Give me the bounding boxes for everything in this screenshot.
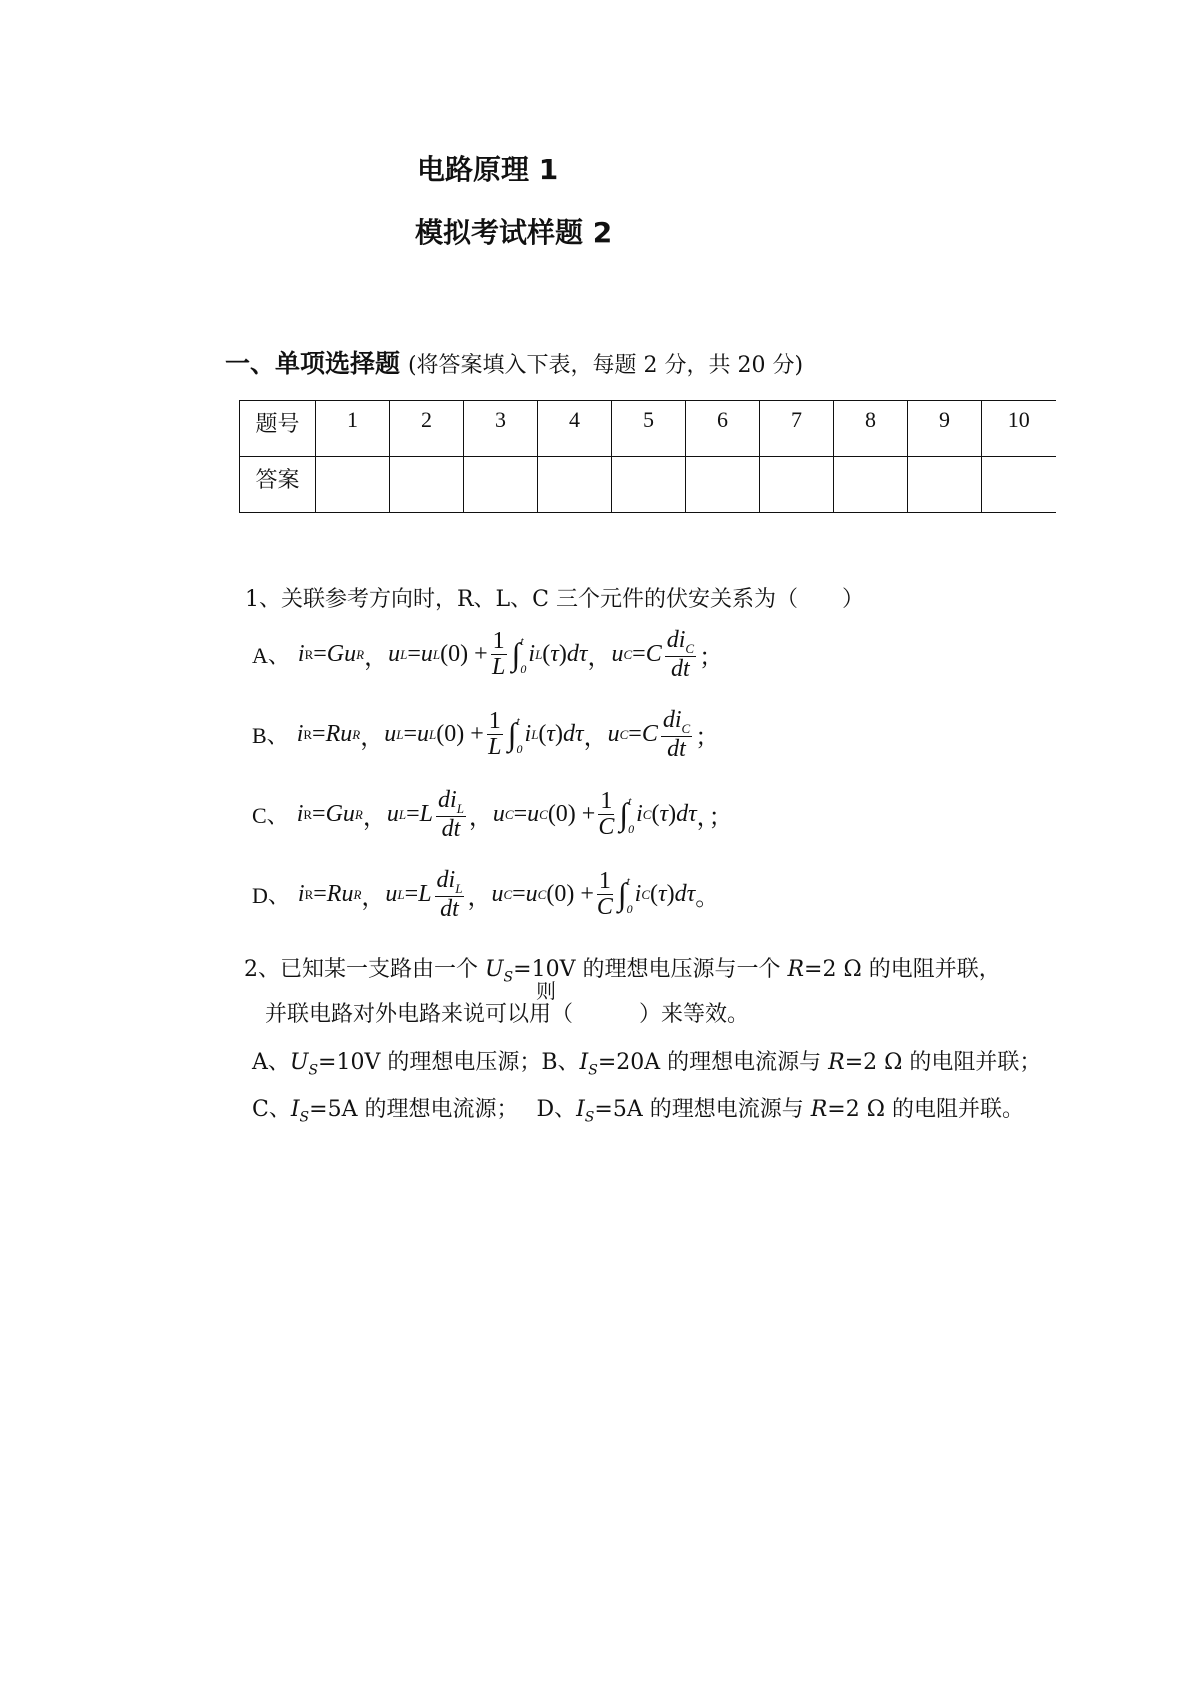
- math-variable: u: [607, 721, 620, 748]
- section-note: (将答案填入下表，每题 2 分，共 20 分): [407, 353, 804, 378]
- math-text: 1: [600, 788, 613, 815]
- question-number-cell: 9: [908, 401, 982, 457]
- upper-limit: t: [628, 793, 632, 808]
- math-variable: u: [491, 881, 504, 908]
- question-number-cell: 2: [390, 401, 464, 457]
- question-1-option: [252, 708, 719, 762]
- fraction-denominator: [598, 815, 614, 840]
- math-variable: i: [297, 641, 305, 668]
- math-variable: dt: [671, 655, 690, 682]
- subscript: S: [503, 969, 514, 986]
- math-text: =: [313, 641, 327, 668]
- math-subscript: L: [455, 881, 463, 896]
- math-fraction: [436, 788, 466, 842]
- subscript: S: [299, 1109, 310, 1126]
- math-variable: L: [419, 801, 434, 828]
- math-variable: di: [438, 787, 457, 813]
- math-fraction: [665, 628, 696, 682]
- math-variable: u: [611, 641, 624, 668]
- fraction-numerator: [597, 869, 613, 895]
- math-variable: u: [527, 801, 540, 828]
- math-subscript: C: [503, 886, 513, 902]
- math-variable: dτ: [674, 881, 696, 908]
- math-variable: i: [636, 801, 643, 828]
- subscript: S: [584, 1109, 595, 1126]
- fraction-numerator: [435, 868, 465, 897]
- math-text: (0) +: [547, 801, 596, 828]
- question-2-overlay-text: 则: [536, 979, 556, 1003]
- math-variable: C: [596, 894, 613, 921]
- math-variable: C: [645, 641, 662, 668]
- math-text: ，: [587, 645, 612, 672]
- math-subscript: R: [352, 726, 361, 742]
- math-variable: u: [492, 801, 505, 828]
- math-variable: L: [488, 734, 502, 761]
- math-text: 1: [598, 868, 611, 895]
- math-variable: dτ: [566, 641, 588, 668]
- math-text: =: [313, 881, 327, 908]
- lower-limit: 0: [628, 821, 635, 836]
- answer-cell[interactable]: [834, 457, 908, 513]
- answer-cell[interactable]: [908, 457, 982, 513]
- fraction-denominator: [492, 655, 505, 680]
- math-variable: dτ: [563, 721, 584, 748]
- math-variable: dt: [440, 895, 459, 922]
- math-variable: u: [388, 641, 401, 668]
- math-subscript: C: [504, 806, 514, 822]
- fraction-denominator: [667, 737, 686, 762]
- integral-limits: [628, 795, 634, 835]
- math-variable: τ: [550, 641, 559, 668]
- math-variable: C: [641, 721, 658, 748]
- fraction-numerator: [661, 708, 692, 737]
- math-fraction: [487, 709, 503, 760]
- math-subscript: L: [535, 646, 543, 662]
- number-row: [240, 401, 1056, 457]
- math-text: ): [558, 641, 567, 668]
- math-fraction: [597, 869, 613, 920]
- answer-cell[interactable]: [538, 457, 612, 513]
- question-1-option: [252, 788, 733, 842]
- math-text: =: [512, 881, 526, 908]
- math-text: ): [555, 721, 564, 748]
- answer-cell[interactable]: [612, 457, 686, 513]
- math-variable: Ru: [326, 881, 354, 908]
- row-label: 题号: [240, 401, 316, 457]
- upper-limit: t: [520, 633, 524, 648]
- document-subtitle: 模拟考试样题 2: [415, 216, 613, 249]
- variable: R: [810, 1097, 828, 1122]
- option-label: B、: [252, 723, 289, 749]
- math-variable: Ru: [325, 721, 353, 748]
- math-subscript: L: [456, 801, 464, 816]
- math-text: ，: [360, 725, 385, 752]
- fraction-denominator: [671, 657, 690, 682]
- document-title: 电路原理 1: [417, 153, 559, 186]
- math-variable: i: [296, 801, 304, 828]
- section-heading: [225, 344, 803, 380]
- math-variable: τ: [546, 721, 556, 748]
- row-label: 答案: [240, 457, 316, 513]
- subscript: S: [308, 1062, 319, 1079]
- variable: R: [828, 1050, 845, 1075]
- math-text: =: [312, 721, 326, 748]
- math-text: =: [628, 721, 642, 748]
- math-variable: τ: [658, 881, 667, 908]
- option-label: A、: [252, 643, 290, 669]
- math-text: 1: [488, 708, 501, 735]
- math-variable: u: [384, 721, 397, 748]
- fraction-denominator: [442, 817, 461, 842]
- math-text: ，: [583, 725, 608, 752]
- math-text: 。: [695, 885, 720, 912]
- math-subscript: R: [354, 806, 363, 822]
- subscript: S: [588, 1062, 598, 1079]
- math-text: ): [666, 881, 675, 908]
- question-2-line1: 2、已知某一支路由一个 $U_S=10V$ 的理想电压源与一个 R=2 Ω 的电阻并联，: [244, 957, 1001, 986]
- integral-glyph: ∫: [617, 876, 627, 913]
- lower-limit: 0: [520, 661, 527, 676]
- math-subscript: L: [398, 806, 407, 822]
- question-2-options-ab: A、$U_S=10V$ 的理想电压源；B、$I_S=20A$ 的理想电流源与 R=2 Ω 的电阻并联；: [252, 1050, 1042, 1079]
- question-1-option: [252, 868, 719, 922]
- math-subscript: C: [685, 641, 695, 656]
- math-fraction: [598, 789, 614, 840]
- section-title: 一、单项选择题: [225, 349, 401, 378]
- question-1-stem: 1、关联参考方向时，R、L、C 三个元件的伏安关系为（ ）: [245, 587, 864, 612]
- math-fraction: [435, 868, 465, 922]
- question-number-cell: 4: [538, 401, 612, 457]
- math-text: =: [513, 801, 528, 828]
- math-text: (0) +: [546, 881, 594, 908]
- answer-cell[interactable]: [760, 457, 834, 513]
- math-subscript: C: [539, 806, 548, 822]
- variable: U: [485, 957, 504, 982]
- math-text: =: [403, 721, 417, 748]
- question-number-cell: 8: [834, 401, 908, 457]
- math-subscript: L: [397, 886, 405, 902]
- math-text: (: [651, 801, 660, 828]
- math-subscript: R: [353, 886, 362, 902]
- math-variable: i: [296, 721, 304, 748]
- integral-limits: [627, 875, 633, 915]
- math-text: =: [406, 801, 420, 828]
- math-text: (: [538, 721, 547, 748]
- math-variable: i: [524, 721, 532, 748]
- question-2-options-cd: C、$I_S=5A$ 的理想电流源； D、$I_S=5A$ 的理想电流源与 R=2 Ω 的电阻并联。: [252, 1097, 1024, 1126]
- math-variable: u: [386, 801, 399, 828]
- math-subscript: L: [428, 726, 437, 742]
- math-subscript: C: [623, 646, 633, 662]
- integral-glyph: ∫: [619, 796, 629, 833]
- answer-cell[interactable]: [464, 457, 538, 513]
- answer-table: [239, 400, 1056, 513]
- upper-limit: t: [626, 873, 630, 888]
- math-text: ；: [695, 725, 720, 752]
- math-variable: u: [385, 881, 398, 908]
- option-label: D、: [252, 883, 290, 909]
- math-text: =: [312, 801, 326, 828]
- math-variable: u: [420, 641, 433, 668]
- question-2-line2: 并联电路对外电路来说可以用（ ）来等效。: [265, 1002, 750, 1027]
- math-variable: di: [662, 707, 682, 733]
- math-text: ，: [362, 805, 387, 832]
- math-subscript: C: [642, 806, 652, 822]
- integral-sign: [508, 715, 523, 755]
- math-variable: C: [598, 814, 615, 841]
- integral-limits: [517, 715, 523, 755]
- math-text: ，: [364, 645, 389, 672]
- integral-sign: [512, 635, 527, 675]
- fraction-denominator: [488, 735, 501, 760]
- math-subscript: R: [304, 886, 314, 902]
- fraction-denominator: [597, 895, 613, 920]
- math-variable: u: [416, 721, 429, 748]
- variable: U: [289, 1050, 309, 1075]
- question-number-cell: 1: [316, 401, 390, 457]
- question-number-cell: 5: [612, 401, 686, 457]
- fraction-numerator: [665, 628, 696, 657]
- math-text: (0) +: [440, 641, 488, 668]
- math-subscript: R: [356, 646, 365, 662]
- answer-cell[interactable]: [982, 457, 1056, 513]
- fraction-numerator: [491, 629, 507, 655]
- option-label: C、: [252, 803, 289, 829]
- math-text: (: [650, 881, 658, 908]
- upper-limit: t: [516, 713, 520, 728]
- integral-limits: [520, 635, 526, 675]
- math-subscript: C: [641, 886, 650, 902]
- math-fraction: [491, 629, 507, 680]
- math-fraction: [661, 708, 692, 762]
- math-subscript: L: [396, 726, 404, 742]
- variable: I: [290, 1097, 300, 1122]
- math-subscript: L: [531, 726, 539, 742]
- math-text: =: [632, 641, 646, 668]
- math-variable: Gu: [325, 801, 355, 828]
- variable: I: [579, 1050, 589, 1075]
- math-text: (0) +: [436, 721, 484, 748]
- variable: R: [787, 957, 805, 982]
- question-number-cell: 7: [760, 401, 834, 457]
- math-variable: dt: [441, 815, 461, 842]
- math-variable: i: [634, 881, 642, 908]
- fraction-numerator: [487, 709, 503, 735]
- math-subscript: L: [400, 646, 408, 662]
- math-variable: di: [666, 627, 686, 653]
- fraction-numerator: [598, 789, 614, 815]
- math-variable: L: [491, 654, 506, 681]
- math-variable: u: [525, 881, 538, 908]
- integral-glyph: ∫: [511, 636, 521, 673]
- math-text: ，: [361, 885, 386, 912]
- math-subscript: R: [304, 646, 314, 662]
- math-variable: L: [418, 881, 432, 908]
- question-number-cell: 6: [686, 401, 760, 457]
- math-subscript: R: [303, 806, 313, 822]
- math-text: =: [404, 881, 419, 908]
- math-subscript: C: [537, 886, 547, 902]
- lower-limit: 0: [626, 901, 633, 916]
- answer-cell[interactable]: [390, 457, 464, 513]
- math-text: 1: [492, 628, 505, 655]
- math-text: ): [668, 801, 677, 828]
- question-number-cell: 3: [464, 401, 538, 457]
- answer-cell[interactable]: [316, 457, 390, 513]
- integral-sign: [618, 875, 633, 915]
- question-number-cell: 10: [982, 401, 1056, 457]
- integral-sign: [619, 795, 634, 835]
- answer-cell[interactable]: [686, 457, 760, 513]
- variable: I: [576, 1097, 585, 1122]
- math-text: =: [407, 641, 421, 668]
- math-subscript: C: [619, 726, 629, 742]
- math-variable: i: [297, 881, 305, 908]
- math-text: (: [542, 641, 551, 668]
- math-variable: di: [436, 867, 456, 893]
- question-1-option: [252, 628, 723, 682]
- math-text: ，: [467, 885, 492, 912]
- math-text: ，；: [696, 805, 733, 832]
- answer-row: [240, 457, 1056, 513]
- math-variable: dt: [667, 735, 686, 762]
- fraction-numerator: [436, 788, 466, 817]
- integral-glyph: ∫: [507, 716, 517, 753]
- math-subscript: C: [681, 721, 691, 736]
- math-subscript: L: [432, 646, 441, 662]
- lower-limit: 0: [516, 741, 523, 756]
- math-variable: dτ: [676, 801, 697, 828]
- math-text: ，: [468, 805, 493, 832]
- math-subscript: R: [303, 726, 313, 742]
- math-variable: τ: [659, 801, 669, 828]
- math-variable: Gu: [326, 641, 357, 668]
- fraction-denominator: [440, 897, 459, 922]
- math-variable: i: [528, 641, 536, 668]
- math-text: ；: [699, 645, 724, 672]
